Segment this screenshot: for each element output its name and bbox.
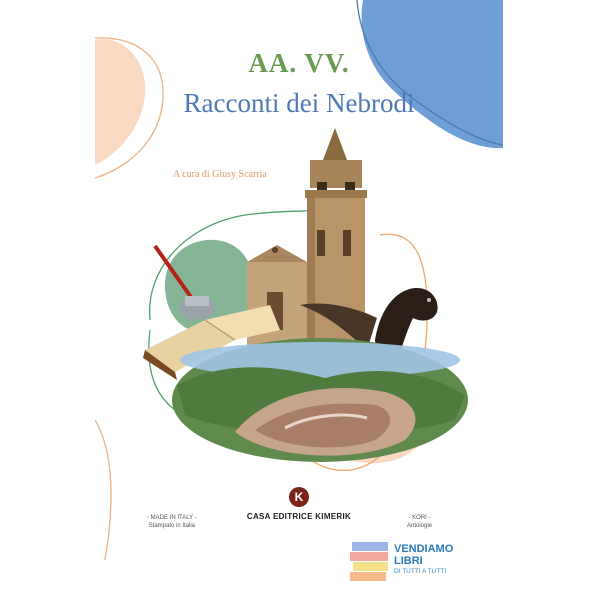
badge-line3: DI TUTTI A TUTTI: [394, 568, 447, 575]
publisher-logo-icon: K: [289, 487, 309, 507]
badge-text: [394, 543, 453, 577]
cover-title: Racconti dei Nebrodi: [183, 88, 415, 118]
vendiamo-libri-badge: [348, 540, 458, 585]
inkwell-quill: [155, 246, 215, 320]
made-in-line1: - MADE IN ITALY -: [147, 515, 197, 521]
series-line2: Antologie: [407, 523, 433, 529]
badge-line2: LIBRI: [394, 555, 423, 567]
town-landscape: [172, 338, 468, 462]
books-stack-icon: [348, 540, 392, 585]
book-cover: [95, 0, 503, 600]
cover-curator: A cura di Giusy Scarria: [173, 169, 267, 180]
publisher-name: CASA EDITRICE KIMERIK: [246, 512, 352, 521]
series-mark: [407, 514, 432, 530]
cover-author: AA. VV.: [248, 48, 350, 78]
made-in-line2: Stampato in Italia: [148, 523, 196, 529]
badge-line1: VENDIAMO: [394, 543, 454, 555]
series-line1: - KORI -: [408, 515, 431, 521]
publisher-block: [95, 487, 503, 521]
